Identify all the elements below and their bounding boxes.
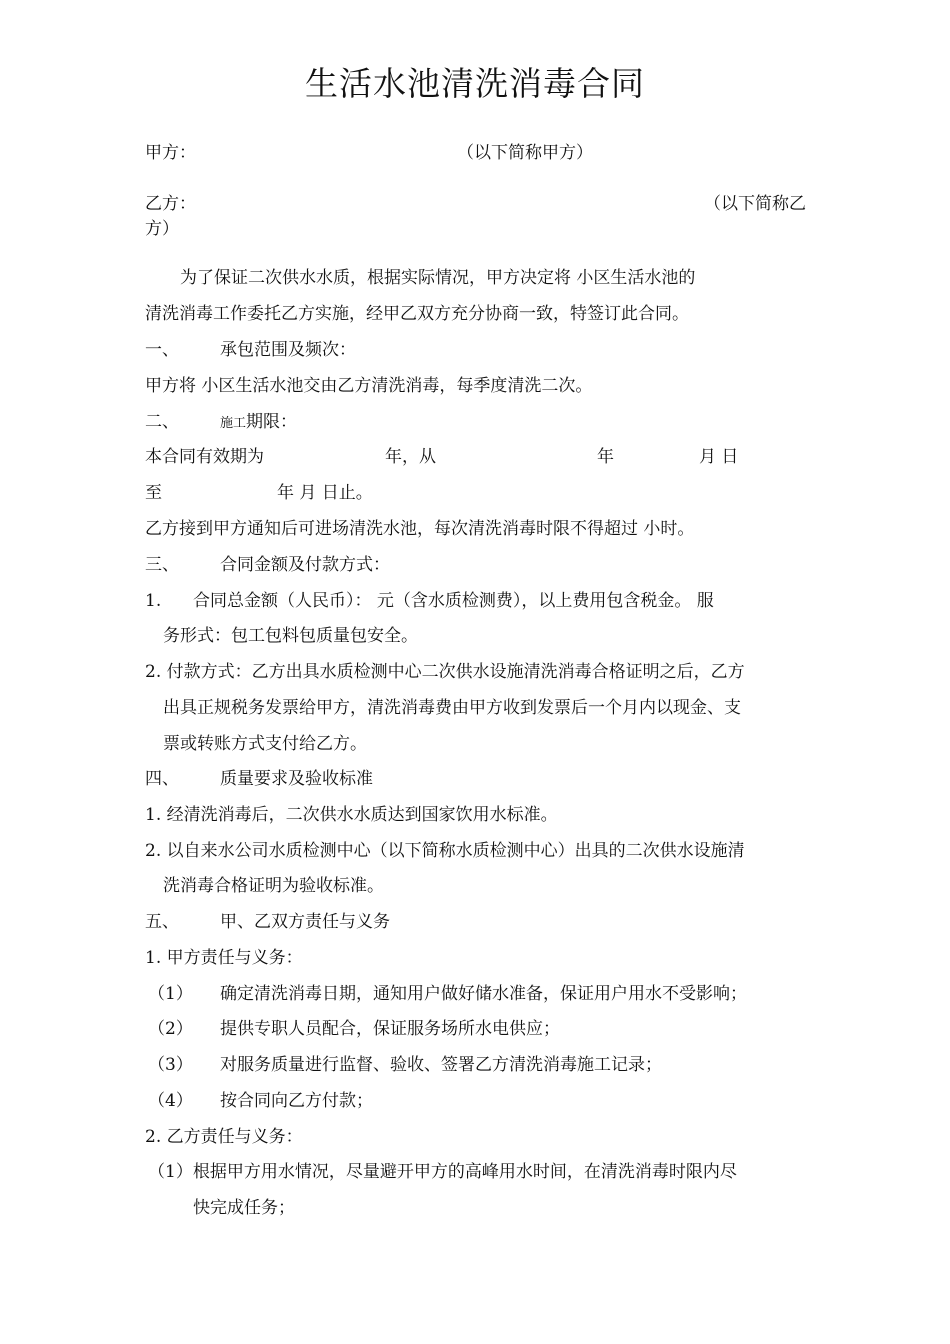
validity-start-month-day: 月 日	[699, 447, 739, 467]
party-a-duties-heading: 1. 甲方责任与义务：	[145, 948, 303, 968]
party-a-duty-3-number: （3）	[148, 1055, 193, 1075]
party-a-duty-4: 按合同向乙方付款；	[220, 1091, 373, 1111]
section-3-number: 三、	[145, 555, 179, 575]
section-2-heading-main: 期限：	[246, 412, 298, 432]
party-a-note: （以下简称甲方）	[457, 143, 593, 163]
section-1-heading: 承包范围及频次：	[220, 340, 356, 360]
section-3-item-2-line-3: 票或转账方式支付给乙方。	[163, 734, 367, 754]
party-b-duty-1-line-2: 快完成任务；	[193, 1198, 295, 1218]
validity-year-from: 年，从	[385, 447, 436, 467]
party-a-duty-4-number: （4）	[148, 1091, 193, 1111]
section-3-heading: 合同金额及付款方式：	[220, 555, 390, 575]
section-1-number: 一、	[145, 340, 179, 360]
section-2-time-limit: 乙方接到甲方通知后可进场清洗水池，每次清洗消毒时限不得超过 小时。	[145, 519, 695, 539]
party-a-duty-2-number: （2）	[148, 1019, 193, 1039]
section-3-item-1-line-1: 合同总金额（人民币）： 元（含水质检测费），以上费用包含税金。 服	[193, 591, 714, 611]
validity-to: 至	[145, 483, 162, 503]
intro-line-2: 清洗消毒工作委托乙方实施，经甲乙双方充分协商一致，特签订此合同。	[145, 304, 689, 324]
party-b-label: 乙方：	[145, 194, 196, 214]
party-a-label: 甲方：	[145, 143, 196, 163]
section-5-number: 五、	[145, 912, 179, 932]
party-b-duty-1-line-1: （1）根据甲方用水情况，尽量避开甲方的高峰用水时间，在清洗消毒时限内尽	[148, 1162, 737, 1182]
section-4-heading: 质量要求及验收标准	[220, 769, 373, 789]
section-3-item-2-line-2: 出具正规税务发票给甲方，清洗消毒费由甲方收到发票后一个月内以现金、支	[163, 698, 741, 718]
section-5-heading: 甲、乙双方责任与义务	[220, 912, 390, 932]
section-3-item-1-line-2: 务形式：包工包料包质量包安全。	[163, 626, 418, 646]
section-4-item-2-line-2: 洗消毒合格证明为验收标准。	[163, 876, 384, 896]
party-b-note: （以下简称乙	[704, 194, 806, 214]
section-4-item-2-line-1: 2. 以自来水公司水质检测中心（以下简称水质检测中心）出具的二次供水设施清	[145, 841, 745, 861]
section-2-number: 二、	[145, 412, 179, 432]
party-b-duties-heading: 2. 乙方责任与义务：	[145, 1127, 303, 1147]
party-b-note-cont: 方）	[145, 219, 179, 239]
party-a-duty-2: 提供专职人员配合，保证服务场所水电供应；	[220, 1019, 560, 1039]
section-2-heading-small: 施工	[220, 416, 247, 431]
party-a-duty-1-number: （1）	[148, 984, 193, 1004]
section-4-item-1: 1. 经清洗消毒后，二次供水水质达到国家饮用水标准。	[145, 805, 558, 825]
section-1-text: 甲方将 小区生活水池交由乙方清洗消毒，每季度清洗二次。	[145, 376, 593, 396]
section-3-item-1-number: 1.	[145, 591, 162, 611]
document-title: 生活水池清洗消毒合同	[305, 64, 645, 103]
section-2-heading	[220, 411, 297, 435]
validity-end-date: 年 月 日止。	[277, 483, 373, 503]
party-a-duty-3: 对服务质量进行监督、验收、签署乙方清洗消毒施工记录；	[220, 1055, 662, 1075]
party-a-duty-1: 确定清洗消毒日期，通知用户做好储水准备，保证用户用水不受影响；	[220, 984, 747, 1004]
section-3-item-2-line-1: 2. 付款方式：乙方出具水质检测中心二次供水设施清洗消毒合格证明之后，乙方	[145, 662, 745, 682]
section-4-number: 四、	[145, 769, 179, 789]
validity-label: 本合同有效期为	[145, 447, 264, 467]
intro-line-1: 为了保证二次供水水质，根据实际情况，甲方决定将 小区生活水池的	[180, 268, 696, 288]
validity-start-year: 年	[597, 447, 614, 467]
